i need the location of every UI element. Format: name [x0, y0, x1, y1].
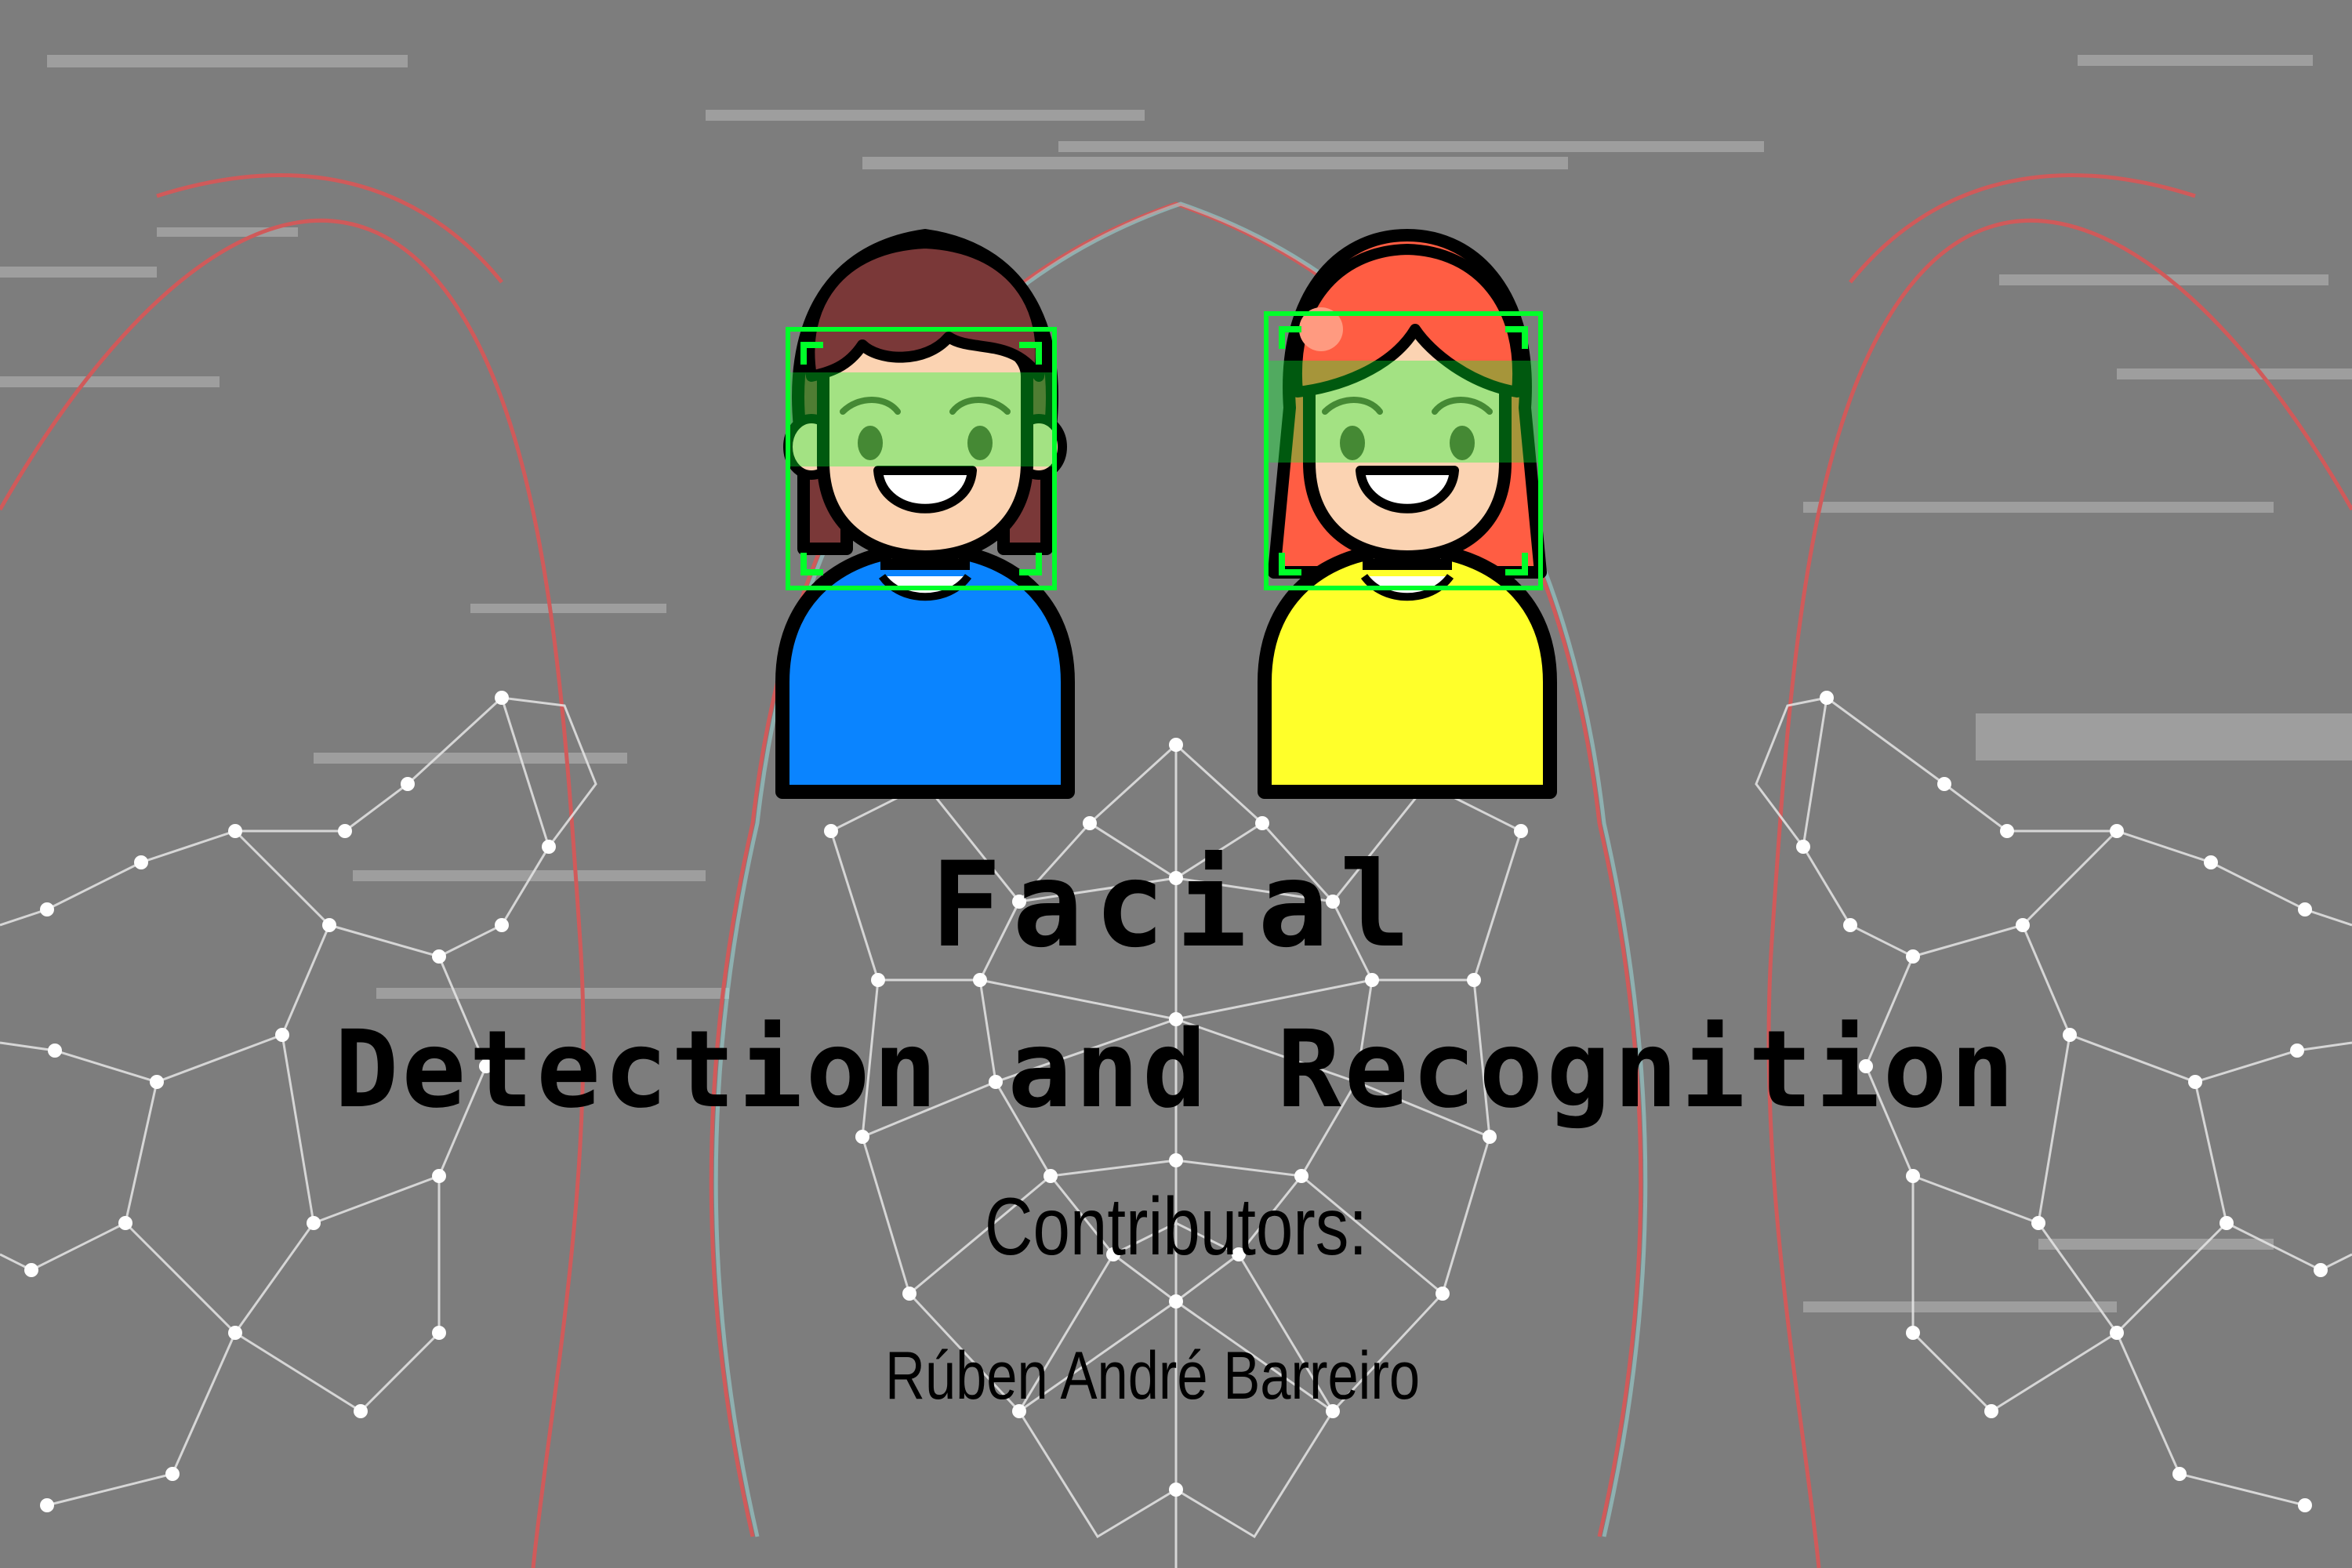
title-line-1: Facial: [931, 837, 1421, 974]
boy-face-detected-icon: [768, 220, 1082, 800]
title-line-2: Detection and Recognition: [334, 1008, 2018, 1132]
contributors-heading: Contributors:: [984, 1181, 1368, 1272]
girl-face-detected-icon: [1250, 220, 1564, 800]
contributor-name: Rúben André Barreiro: [884, 1338, 1421, 1414]
